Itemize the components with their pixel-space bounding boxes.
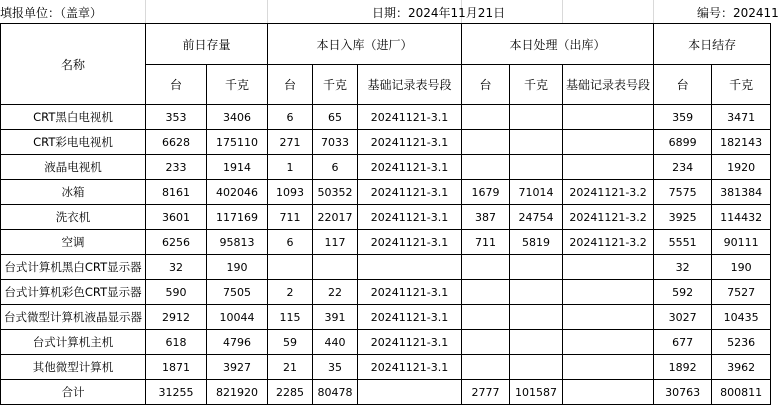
cell-in-record: 20241121-3.1 bbox=[358, 280, 462, 305]
cell-prev-count: 31255 bbox=[146, 380, 207, 405]
cell-in-count: 2 bbox=[268, 280, 313, 305]
cell-out-kg: 5819 bbox=[510, 230, 563, 255]
cell-in-kg bbox=[313, 255, 358, 280]
cell-item-name: 其他微型计算机 bbox=[1, 355, 146, 380]
cell-in-record: 20241121-3.1 bbox=[358, 130, 462, 155]
cell-in-count: 271 bbox=[268, 130, 313, 155]
cell-out-kg: 24754 bbox=[510, 205, 563, 230]
cell-end-count: 32 bbox=[654, 255, 712, 280]
cell-out-record: 20241121-3.2 bbox=[563, 180, 654, 205]
table-row bbox=[1, 130, 771, 155]
cell-out-record bbox=[563, 280, 654, 305]
cell-out-record bbox=[563, 305, 654, 330]
cell-in-record: 20241121-3.1 bbox=[358, 105, 462, 130]
col-header-name: 名称 bbox=[1, 24, 146, 105]
cell-in-kg: 6 bbox=[313, 155, 358, 180]
cell-out-kg: 101587 bbox=[510, 380, 563, 405]
cell-in-kg: 22 bbox=[313, 280, 358, 305]
cell-end-kg: 5236 bbox=[712, 330, 771, 355]
cell-out-kg bbox=[510, 280, 563, 305]
cell-in-kg: 391 bbox=[313, 305, 358, 330]
cell-out-count bbox=[462, 155, 510, 180]
cell-prev-kg: 1914 bbox=[207, 155, 268, 180]
grid-line bbox=[653, 0, 654, 23]
cell-in-count: 21 bbox=[268, 355, 313, 380]
cell-prev-kg: 95813 bbox=[207, 230, 268, 255]
header-row bbox=[0, 0, 779, 23]
cell-out-kg bbox=[510, 130, 563, 155]
cell-prev-count: 8161 bbox=[146, 180, 207, 205]
col-header-closing: 本日结存 bbox=[654, 24, 771, 65]
cell-item-name: 台式计算机黑白CRT显示器 bbox=[1, 255, 146, 280]
cell-out-record bbox=[563, 130, 654, 155]
cell-prev-count: 6256 bbox=[146, 230, 207, 255]
cell-item-name: 台式计算机彩色CRT显示器 bbox=[1, 280, 146, 305]
cell-in-count bbox=[268, 255, 313, 280]
grid-line bbox=[145, 0, 146, 23]
cell-out-count bbox=[462, 355, 510, 380]
cell-in-record: 20241121-3.1 bbox=[358, 355, 462, 380]
cell-out-kg bbox=[510, 355, 563, 380]
cell-item-name: 台式计算机主机 bbox=[1, 330, 146, 355]
cell-end-kg: 7527 bbox=[712, 280, 771, 305]
cell-end-kg: 800811 bbox=[712, 380, 771, 405]
cell-end-kg: 3962 bbox=[712, 355, 771, 380]
cell-prev-kg: 821920 bbox=[207, 380, 268, 405]
cell-out-record bbox=[563, 380, 654, 405]
cell-out-count bbox=[462, 305, 510, 330]
cell-end-count: 592 bbox=[654, 280, 712, 305]
cell-item-name: 液晶电视机 bbox=[1, 155, 146, 180]
cell-prev-count: 1871 bbox=[146, 355, 207, 380]
grid-line bbox=[267, 0, 268, 23]
cell-item-name: CRT彩电电视机 bbox=[1, 130, 146, 155]
cell-prev-kg: 10044 bbox=[207, 305, 268, 330]
cell-in-count: 6 bbox=[268, 105, 313, 130]
cell-in-record: 20241121-3.1 bbox=[358, 230, 462, 255]
cell-in-kg: 22017 bbox=[313, 205, 358, 230]
cell-in-count: 1093 bbox=[268, 180, 313, 205]
subheader-unit-count: 台 bbox=[146, 65, 207, 105]
cell-prev-kg: 3927 bbox=[207, 355, 268, 380]
cell-out-count bbox=[462, 280, 510, 305]
cell-end-count: 3027 bbox=[654, 305, 712, 330]
cell-out-record bbox=[563, 355, 654, 380]
cell-item-name: CRT黑白电视机 bbox=[1, 105, 146, 130]
cell-in-count: 6 bbox=[268, 230, 313, 255]
table-row bbox=[1, 230, 771, 255]
cell-in-count: 1 bbox=[268, 155, 313, 180]
cell-in-record: 20241121-3.1 bbox=[358, 180, 462, 205]
cell-item-name: 台式微型计算机液晶显示器 bbox=[1, 305, 146, 330]
cell-end-kg: 90111 bbox=[712, 230, 771, 255]
subheader-unit-kg: 千克 bbox=[712, 65, 771, 105]
cell-in-record: 20241121-3.1 bbox=[358, 305, 462, 330]
subheader-unit-count: 台 bbox=[268, 65, 313, 105]
cell-out-record: 20241121-3.2 bbox=[563, 205, 654, 230]
cell-prev-kg: 175110 bbox=[207, 130, 268, 155]
cell-end-count: 359 bbox=[654, 105, 712, 130]
cell-out-kg bbox=[510, 155, 563, 180]
col-header-inbound: 本日入库（进厂） bbox=[268, 24, 462, 65]
cell-out-kg: 71014 bbox=[510, 180, 563, 205]
cell-out-kg bbox=[510, 305, 563, 330]
cell-end-count: 6899 bbox=[654, 130, 712, 155]
cell-end-count: 30763 bbox=[654, 380, 712, 405]
cell-item-name: 空调 bbox=[1, 230, 146, 255]
cell-in-count: 59 bbox=[268, 330, 313, 355]
cell-end-count: 677 bbox=[654, 330, 712, 355]
cell-prev-count: 6628 bbox=[146, 130, 207, 155]
cell-out-count bbox=[462, 105, 510, 130]
table-row bbox=[1, 355, 771, 380]
cell-in-record: 20241121-3.1 bbox=[358, 205, 462, 230]
cell-prev-count: 618 bbox=[146, 330, 207, 355]
cell-out-kg bbox=[510, 105, 563, 130]
cell-end-kg: 182143 bbox=[712, 130, 771, 155]
cell-out-count bbox=[462, 330, 510, 355]
cell-end-kg: 381384 bbox=[712, 180, 771, 205]
table-row bbox=[1, 105, 771, 130]
cell-prev-count: 3601 bbox=[146, 205, 207, 230]
table-row bbox=[1, 155, 771, 180]
cell-prev-kg: 7505 bbox=[207, 280, 268, 305]
table-row bbox=[1, 280, 771, 305]
cell-prev-kg: 3406 bbox=[207, 105, 268, 130]
cell-in-count: 711 bbox=[268, 205, 313, 230]
cell-in-kg: 117 bbox=[313, 230, 358, 255]
cell-out-kg bbox=[510, 255, 563, 280]
cell-prev-kg: 117169 bbox=[207, 205, 268, 230]
cell-in-kg: 7033 bbox=[313, 130, 358, 155]
cell-in-count: 2285 bbox=[268, 380, 313, 405]
cell-prev-count: 2912 bbox=[146, 305, 207, 330]
cell-end-count: 7575 bbox=[654, 180, 712, 205]
cell-end-kg: 114432 bbox=[712, 205, 771, 230]
cell-in-kg: 80478 bbox=[313, 380, 358, 405]
table-row bbox=[1, 180, 771, 205]
cell-in-record: 20241121-3.1 bbox=[358, 330, 462, 355]
cell-end-count: 3925 bbox=[654, 205, 712, 230]
cell-out-count bbox=[462, 255, 510, 280]
cell-out-kg bbox=[510, 330, 563, 355]
subheader-unit-kg: 千克 bbox=[313, 65, 358, 105]
subheader-unit-kg: 千克 bbox=[510, 65, 563, 105]
subheader-record-no: 基础记录表号段 bbox=[358, 65, 462, 105]
grid-line bbox=[562, 0, 563, 23]
cell-out-record bbox=[563, 255, 654, 280]
table-row bbox=[1, 255, 771, 280]
cell-end-count: 234 bbox=[654, 155, 712, 180]
cell-out-count bbox=[462, 130, 510, 155]
cell-end-count: 5551 bbox=[654, 230, 712, 255]
inventory-table bbox=[0, 23, 771, 405]
cell-item-name: 冰箱 bbox=[1, 180, 146, 205]
filler-unit-label: 填报单位：（盖章） bbox=[0, 6, 103, 20]
cell-prev-kg: 190 bbox=[207, 255, 268, 280]
cell-out-count: 2777 bbox=[462, 380, 510, 405]
subheader-unit-count: 台 bbox=[654, 65, 712, 105]
cell-out-count: 1679 bbox=[462, 180, 510, 205]
cell-out-record bbox=[563, 330, 654, 355]
cell-prev-count: 233 bbox=[146, 155, 207, 180]
subheader-unit-count: 台 bbox=[462, 65, 510, 105]
cell-in-kg: 65 bbox=[313, 105, 358, 130]
col-header-processed: 本日处理（出库） bbox=[462, 24, 654, 65]
cell-prev-kg: 402046 bbox=[207, 180, 268, 205]
report-number: 编号：202411 bbox=[697, 6, 779, 20]
cell-in-kg: 35 bbox=[313, 355, 358, 380]
cell-end-kg: 3471 bbox=[712, 105, 771, 130]
cell-out-count: 711 bbox=[462, 230, 510, 255]
cell-end-kg: 10435 bbox=[712, 305, 771, 330]
cell-end-count: 1892 bbox=[654, 355, 712, 380]
subheader-record-no: 基础记录表号段 bbox=[563, 65, 654, 105]
cell-out-record: 20241121-3.2 bbox=[563, 230, 654, 255]
cell-end-kg: 1920 bbox=[712, 155, 771, 180]
cell-in-record bbox=[358, 255, 462, 280]
cell-prev-count: 353 bbox=[146, 105, 207, 130]
cell-end-kg: 190 bbox=[712, 255, 771, 280]
cell-prev-kg: 4796 bbox=[207, 330, 268, 355]
table-row bbox=[1, 305, 771, 330]
cell-in-record bbox=[358, 380, 462, 405]
col-header-prev-stock: 前日存量 bbox=[146, 24, 268, 65]
cell-out-record bbox=[563, 105, 654, 130]
report-date: 日期：2024年11月21日 bbox=[372, 6, 506, 20]
cell-prev-count: 32 bbox=[146, 255, 207, 280]
total-row bbox=[1, 380, 771, 405]
table-row bbox=[1, 205, 771, 230]
cell-in-count: 115 bbox=[268, 305, 313, 330]
cell-in-record: 20241121-3.1 bbox=[358, 155, 462, 180]
subheader-unit-kg: 千克 bbox=[207, 65, 268, 105]
cell-prev-count: 590 bbox=[146, 280, 207, 305]
header-row-1 bbox=[1, 24, 771, 65]
cell-out-record bbox=[563, 155, 654, 180]
cell-item-name: 洗衣机 bbox=[1, 205, 146, 230]
cell-out-count: 387 bbox=[462, 205, 510, 230]
table-row bbox=[1, 330, 771, 355]
cell-in-kg: 50352 bbox=[313, 180, 358, 205]
cell-in-kg: 440 bbox=[313, 330, 358, 355]
cell-item-name: 合计 bbox=[1, 380, 146, 405]
